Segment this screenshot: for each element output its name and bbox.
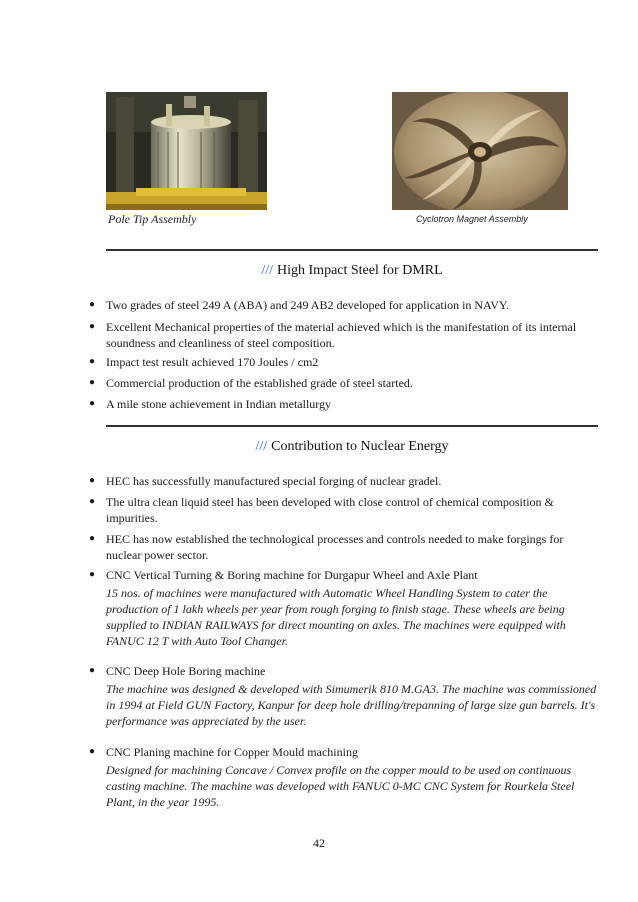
list-item-text: HEC has successfully manufactured special forging of nuclear gradel. <box>106 474 442 488</box>
cyclotron-magnet-assembly-caption: Cyclotron Magnet Assembly <box>416 214 528 224</box>
pole-tip-assembly-photo <box>106 92 267 210</box>
list-item-text: Excellent Mechanical properties of the material achieved which is the manifestation of its internal soundness and cleanliness of steel composition. <box>106 320 577 350</box>
machine-description: The machine was designed & developed with Simumerik 810 M.GA3. The machine was commissioned in 1994 at Field GUN Factory, Kanpur for deep hole drilling/trepanning of large size gun barrels. It's performance was appreciated by the user. <box>106 682 597 728</box>
bullet-icon: ● <box>89 533 96 544</box>
list-item-text: HEC has now established the technological processes and controls needed to make forgings for nuclear power sector. <box>106 532 564 562</box>
section-divider <box>106 249 598 251</box>
machine-description: 15 nos. of machines were manufactured with Automatic Wheel Handling System to cater the production of 1 lakh wheels per year from rough forging to finish stage. These wheels are being supplied to INDIAN RAILWAYS for direct mounting on axles. The machines were equipped with FANUC 12 T with Auto Tool Changer. <box>106 586 566 648</box>
bullet-icon: ● <box>89 496 96 507</box>
bullet-icon: ● <box>89 569 96 580</box>
section-divider <box>106 425 598 427</box>
list-item-text: A mile stone achievement in Indian metallurgy <box>106 397 332 411</box>
list-item-text: Two grades of steel 249 A (ABA) and 249 AB2 developed for application in NAVY. <box>106 298 509 312</box>
list-item-text: CNC Planing machine for Copper Mould machining <box>106 745 358 759</box>
list-item-text: Impact test result achieved 170 Joules / cm2 <box>106 355 319 369</box>
machine-description: Designed for machining Concave / Convex profile on the copper mould to be used on continuous casting machine. The machine was developed with FANUC 0-MC CNC System for Rourkela Steel Plant, in the year 1995. <box>106 763 575 809</box>
section-title-text: Contribution to Nuclear Energy <box>271 439 449 454</box>
bullet-icon: ● <box>89 746 96 757</box>
page-number: 42 <box>313 836 325 850</box>
pole-tip-assembly-caption: Pole Tip Assembly <box>108 212 197 226</box>
section-title-dmrl <box>106 263 598 279</box>
cyclotron-magnet-assembly-photo <box>392 92 568 210</box>
section-title-nuclear-energy <box>106 439 598 455</box>
list-item-text: The ultra clean liquid steel has been developed with close control of chemical composition & impurities. <box>106 495 554 525</box>
section-marker: /// <box>261 263 274 278</box>
section-marker: /// <box>255 439 268 454</box>
list-item-text: Commercial production of the established grade of steel started. <box>106 376 413 390</box>
bullet-icon: ● <box>89 377 96 388</box>
list-item-text: CNC Vertical Turning & Boring machine for Durgapur Wheel and Axle Plant <box>106 568 478 582</box>
bullet-icon: ● <box>89 356 96 367</box>
section-title-text: High Impact Steel for DMRL <box>277 263 443 278</box>
bullet-icon: ● <box>89 398 96 409</box>
list-item-text: CNC Deep Hole Boring machine <box>106 664 266 678</box>
bullet-icon: ● <box>89 665 96 676</box>
bullet-icon: ● <box>89 321 96 332</box>
bullet-icon: ● <box>89 475 96 486</box>
bullet-icon: ● <box>89 299 96 310</box>
